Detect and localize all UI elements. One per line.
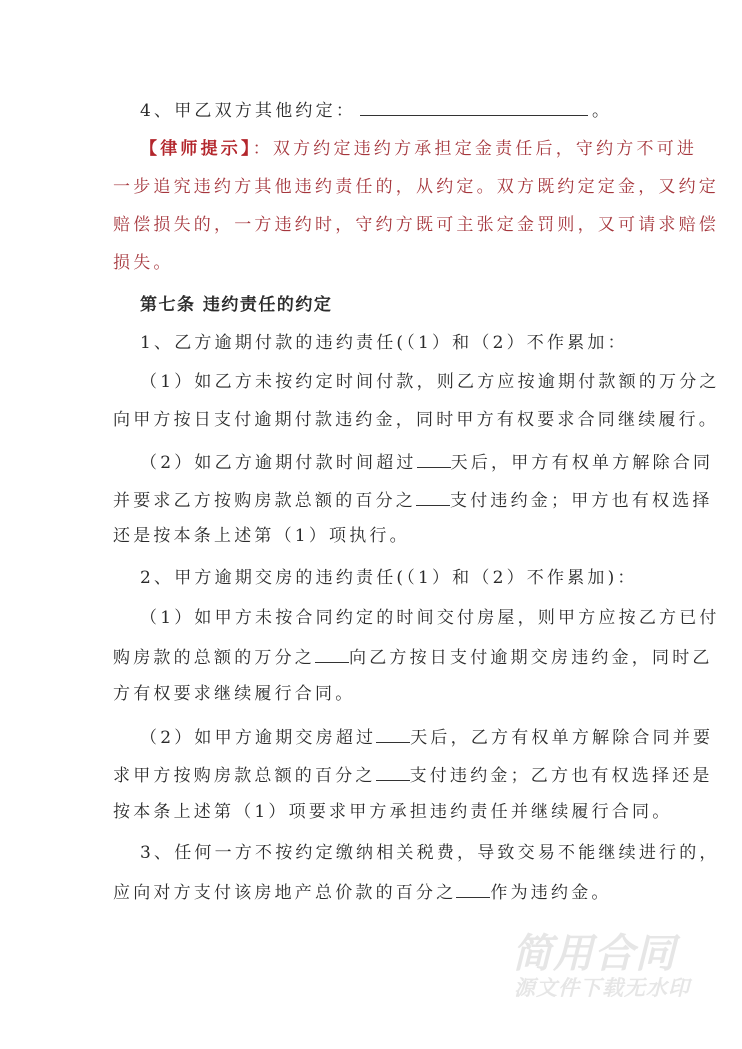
text: 应向对方支付该房地产总价款的百分之	[113, 883, 457, 903]
days-blank[interactable]	[417, 449, 451, 468]
item-2-sub2-line-3: 按本条上述第（1）项要求甲方承担违约责任并继续履行合同。	[113, 802, 673, 822]
lawyer-tip-label: 【律师提示】	[140, 139, 253, 159]
text: 求甲方按购房款总额的百分之	[113, 766, 376, 786]
item-2-sub1-line-2	[113, 644, 713, 670]
text: 支付违约金；甲方也有权选择	[450, 491, 713, 511]
text: 并要求乙方按购房款总额的百分之	[113, 491, 416, 511]
item-1-sub2-line-3: 还是按本条上述第（1）项执行。	[113, 526, 410, 546]
text: （2）如乙方逾期付款时间超过	[140, 453, 417, 473]
text: 天后，乙方有权单方解除合同并要	[410, 728, 714, 748]
item-2-sub2-line-2	[113, 762, 713, 788]
clause-4-period: 。	[592, 101, 613, 121]
lawyer-tip-line-1	[140, 137, 698, 161]
other-agreements-blank[interactable]	[360, 97, 588, 116]
watermark-subtitle: 源文件下载无水印	[514, 976, 690, 1000]
per-ten-thousand-blank[interactable]	[315, 644, 349, 663]
lawyer-tip-line-4: 损失。	[113, 253, 174, 273]
days-blank[interactable]	[376, 724, 410, 743]
item-1-sub1-line-2: 向甲方按日支付逾期付款违约金，同时甲方有权要求合同继续履行。	[113, 410, 719, 430]
percent-blank[interactable]	[416, 487, 450, 506]
text: 作为违约金。	[490, 883, 612, 903]
text: 支付违约金；乙方也有权选择还是	[409, 766, 713, 786]
item-2-sub1-line-3: 方有权要求继续履行合同。	[113, 684, 356, 704]
item-1-sub2-line-1	[140, 449, 714, 475]
text: 向乙方按日支付逾期交房违约金，同时乙	[349, 648, 713, 668]
text: 天后，甲方有权单方解除合同	[450, 453, 714, 473]
text: （2）如甲方逾期交房超过	[140, 728, 377, 748]
item-3-line-2	[113, 879, 633, 905]
percent-blank[interactable]	[376, 762, 410, 781]
text: 购房款的总额的万分之	[113, 648, 315, 668]
clause-4-other-agreements	[140, 97, 660, 123]
lawyer-tip-line-2: 一步追究违约方其他违约责任的，从约定。双方既约定定金，又约定	[113, 177, 719, 197]
item-3-line-1: 3、任何一方不按约定缴纳相关税费，导致交易不能继续进行的，	[140, 843, 720, 863]
item-1-heading: 1、乙方逾期付款的违约责任(（1）和（2）不作累加：	[140, 333, 628, 353]
item-2-sub1-line-1: （1）如甲方未按合同约定的时间交付房屋，则甲方应按乙方已付	[140, 608, 720, 628]
lawyer-tip-colon: ：	[252, 139, 273, 159]
percent-blank[interactable]	[456, 879, 490, 898]
item-2-heading: 2、甲方逾期交房的违约责任(（1）和（2）不作累加)：	[140, 568, 638, 588]
clause-4-label: 4、甲乙双方其他约定：	[140, 101, 357, 121]
item-1-sub1-line-1: （1）如乙方未按约定时间付款，则乙方应按逾期付款额的万分之	[140, 372, 720, 392]
lawyer-tip-line-3: 赔偿损失的，一方违约时，守约方既可主张定金罚则，又可请求赔偿	[113, 215, 719, 235]
watermark-title: 简用合同	[512, 931, 676, 977]
item-2-sub2-line-1	[140, 724, 714, 750]
lawyer-tip-text: 双方约定违约方承担定金责任后，守约方不可进	[272, 139, 698, 159]
item-1-sub2-line-2	[113, 487, 713, 513]
article-7-title: 第七条 违约责任的约定	[140, 295, 333, 315]
